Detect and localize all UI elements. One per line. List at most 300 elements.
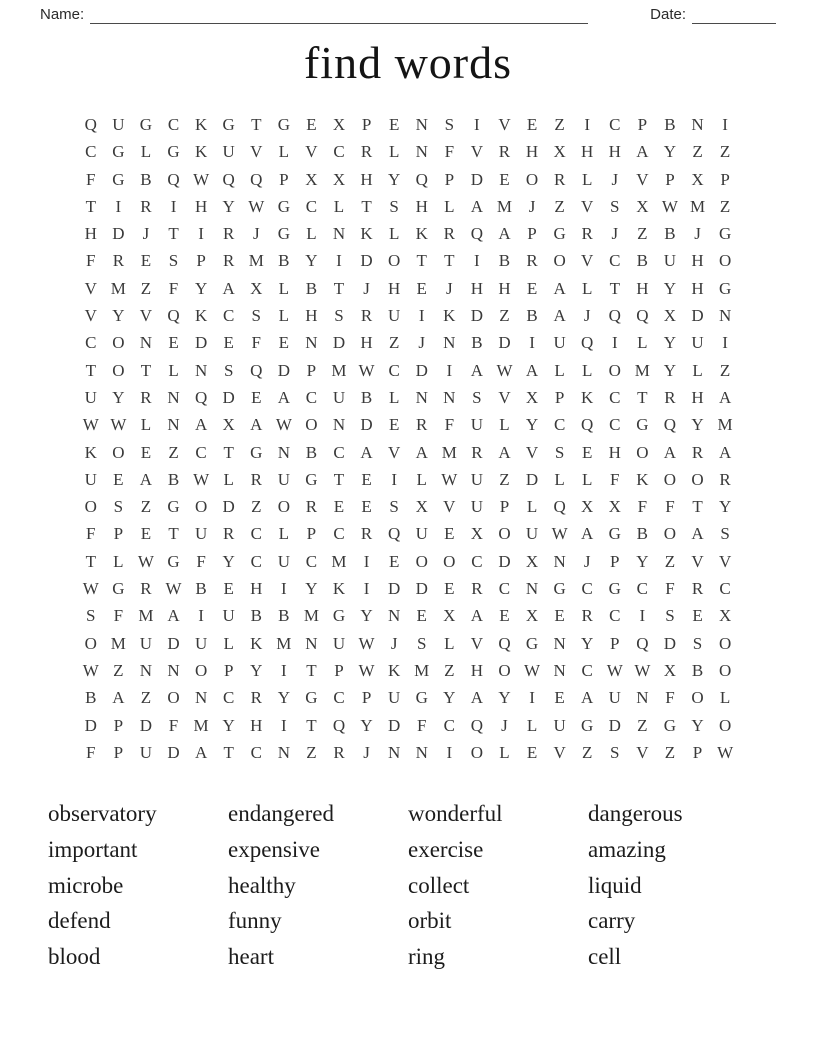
grid-letter: O	[194, 497, 208, 517]
grid-letter: Q	[608, 306, 621, 326]
grid-letter: C	[305, 551, 318, 571]
grid-letter: X	[718, 606, 732, 626]
grid-letter: Y	[498, 688, 511, 708]
grid-letter: T	[168, 524, 179, 544]
word-list-column	[588, 796, 768, 975]
grid-letter: E	[526, 115, 538, 134]
grid-row	[77, 657, 739, 684]
grid-letter: A	[167, 606, 180, 626]
grid-letter: P	[361, 688, 372, 708]
grid-letter: K	[250, 633, 263, 653]
grid-letter: F	[416, 715, 427, 735]
grid-letter: V	[388, 442, 401, 462]
grid-letter: E	[526, 278, 538, 298]
grid-letter: V	[139, 306, 153, 326]
grid-letter: O	[636, 442, 649, 462]
grid-letter: Q	[167, 169, 180, 189]
grid-letter: R	[498, 142, 511, 162]
grid-letter: Y	[360, 715, 373, 735]
grid-letter: V	[84, 278, 97, 298]
grid-letter: C	[195, 442, 207, 462]
grid-letter: Q	[84, 115, 97, 134]
grid-letter: E	[388, 115, 400, 134]
grid-letter: O	[663, 524, 677, 544]
grid-letter: C	[333, 524, 345, 544]
grid-letter: P	[610, 633, 620, 653]
grid-letter: B	[664, 115, 676, 134]
word-item: important	[48, 836, 138, 862]
grid-letter: U	[277, 469, 290, 489]
grid-row	[77, 602, 739, 629]
grid-letter: I	[198, 606, 204, 626]
grid-letter: H	[388, 278, 401, 298]
grid-letter: M	[331, 551, 347, 571]
grid-letter: S	[113, 497, 124, 517]
grid-letter: P	[499, 497, 510, 517]
grid-letter: Y	[691, 715, 704, 735]
grid-letter: U	[691, 333, 704, 353]
grid-letter: W	[524, 660, 541, 680]
grid-letter: N	[415, 115, 428, 134]
grid-letter: G	[663, 715, 677, 735]
grid-letter: W	[358, 360, 375, 380]
grid-letter: P	[444, 169, 455, 189]
grid-letter: R	[471, 442, 483, 462]
grid-letter: I	[446, 742, 453, 762]
grid-letter: O	[525, 169, 539, 189]
grid-letter: D	[608, 715, 621, 735]
grid-letter: M	[110, 278, 126, 298]
grid-letter: S	[334, 306, 344, 326]
grid-letter: F	[444, 415, 455, 435]
date-field	[650, 6, 776, 24]
grid-letter: E	[416, 606, 427, 626]
grid-letter: Q	[636, 306, 649, 326]
grid-letter: U	[139, 742, 153, 762]
grid-letter: N	[194, 688, 208, 708]
grid-row	[77, 520, 739, 547]
grid-letter: S	[720, 524, 730, 544]
grid-row	[77, 357, 739, 384]
grid-letter: E	[361, 497, 372, 517]
grid-letter: X	[525, 551, 539, 571]
grid-letter: T	[333, 469, 345, 489]
grid-letter: Q	[250, 360, 263, 380]
grid-letter: M	[331, 360, 347, 380]
grid-letter: E	[554, 688, 565, 708]
grid-letter: L	[278, 142, 290, 162]
grid-letter: R	[250, 469, 262, 489]
word-item: orbit	[408, 908, 452, 934]
grid-letter: N	[553, 551, 566, 571]
grid-letter: H	[691, 278, 704, 298]
grid-row	[77, 575, 739, 602]
grid-letter: U	[84, 469, 97, 489]
grid-letter: N	[718, 306, 732, 326]
grid-letter: X	[691, 169, 704, 189]
grid-letter: A	[581, 524, 594, 544]
grid-letter: F	[86, 524, 96, 544]
grid-letter: A	[636, 142, 649, 162]
grid-letter: Z	[388, 333, 400, 353]
grid-letter: X	[636, 196, 649, 216]
word-item: microbe	[48, 872, 124, 898]
grid-letter: B	[526, 306, 538, 326]
grid-letter: B	[498, 251, 511, 271]
grid-letter: E	[692, 606, 703, 626]
grid-letter: U	[388, 688, 401, 708]
grid-letter: J	[611, 169, 619, 189]
grid-letter: O	[415, 551, 428, 571]
grid-letter: A	[139, 469, 153, 489]
grid-letter: V	[84, 306, 97, 326]
grid-letter: O	[443, 551, 456, 571]
grid-letter: O	[498, 660, 511, 680]
grid-letter: E	[388, 415, 400, 435]
word-item: amazing	[588, 836, 666, 862]
grid-letter: L	[223, 469, 234, 489]
grid-letter: S	[554, 442, 565, 462]
grid-letter: Y	[360, 606, 373, 626]
grid-letter: Y	[277, 688, 290, 708]
grid-letter: T	[85, 360, 96, 380]
grid-letter: G	[139, 115, 153, 134]
grid-letter: Z	[719, 142, 731, 162]
grid-letter: X	[525, 606, 539, 626]
grid-row	[77, 739, 739, 766]
grid-letter: Z	[499, 306, 510, 326]
grid-letter: O	[305, 415, 318, 435]
grid-letter: T	[609, 278, 620, 298]
grid-letter: R	[691, 579, 704, 599]
grid-letter: N	[388, 742, 401, 762]
grid-letter: O	[112, 333, 125, 353]
grid-letter: G	[250, 442, 263, 462]
grid-letter: X	[443, 606, 456, 626]
grid-letter: S	[389, 196, 399, 216]
grid-letter: E	[388, 551, 400, 571]
grid-letter: Q	[581, 415, 594, 435]
grid-letter: E	[526, 742, 538, 762]
grid-letter: H	[608, 442, 621, 462]
grid-letter: R	[305, 497, 318, 517]
grid-letter: U	[553, 333, 566, 353]
grid-letter: L	[526, 715, 538, 735]
grid-letter: L	[582, 360, 593, 380]
grid-letter: L	[692, 360, 703, 380]
grid-letter: F	[251, 333, 261, 353]
grid-letter: W	[193, 169, 210, 189]
grid-letter: W	[193, 469, 210, 489]
grid-letter: K	[636, 469, 649, 489]
grid-letter: B	[305, 278, 318, 298]
grid-letter: T	[306, 715, 317, 735]
grid-letter: Q	[222, 169, 235, 189]
grid-letter: A	[360, 442, 373, 462]
grid-letter: B	[85, 688, 97, 708]
grid-letter: P	[306, 360, 317, 380]
word-search-grid	[77, 111, 739, 766]
grid-letter: H	[581, 142, 594, 162]
grid-letter: Y	[222, 196, 235, 216]
grid-letter: A	[663, 442, 677, 462]
grid-letter: Q	[388, 524, 401, 544]
word-list-column	[228, 796, 408, 975]
grid-letter: D	[139, 715, 153, 735]
grid-letter: W	[110, 415, 127, 435]
grid-letter: D	[470, 169, 484, 189]
grid-letter: P	[692, 742, 703, 762]
grid-letter: A	[277, 387, 290, 407]
grid-letter: T	[637, 387, 648, 407]
grid-letter: S	[416, 633, 427, 653]
grid-letter: V	[250, 142, 263, 162]
grid-letter: N	[553, 660, 566, 680]
grid-letter: Y	[691, 415, 704, 435]
grid-letter: J	[363, 742, 370, 762]
grid-letter: L	[333, 196, 345, 216]
grid-letter: J	[694, 224, 701, 244]
word-item: liquid	[588, 872, 642, 898]
grid-letter: G	[277, 224, 290, 244]
grid-letter: E	[499, 169, 510, 189]
grid-letter: D	[498, 333, 511, 353]
grid-letter: M	[110, 633, 126, 653]
grid-letter: S	[692, 633, 703, 653]
grid-letter: G	[608, 524, 621, 544]
grid-letter: Y	[663, 360, 677, 380]
grid-letter: C	[250, 551, 262, 571]
grid-letter: G	[636, 415, 649, 435]
grid-letter: F	[444, 142, 455, 162]
grid-letter: G	[305, 688, 318, 708]
grid-letter: Y	[222, 551, 235, 571]
grid-letter: O	[112, 360, 125, 380]
grid-letter: L	[444, 633, 455, 653]
grid-letter: A	[415, 442, 428, 462]
grid-letter: Z	[168, 442, 179, 462]
grid-letter: N	[553, 633, 566, 653]
grid-letter: N	[305, 633, 318, 653]
grid-letter: G	[222, 115, 235, 134]
grid-letter: Z	[664, 742, 676, 762]
grid-letter: Z	[554, 115, 565, 134]
grid-letter: K	[194, 142, 208, 162]
grid-letter: I	[722, 333, 728, 353]
grid-letter: F	[665, 688, 675, 708]
grid-row	[77, 275, 739, 302]
grid-letter: M	[303, 606, 319, 626]
grid-letter: C	[333, 442, 345, 462]
grid-letter: B	[305, 442, 318, 462]
grid-letter: L	[719, 688, 731, 708]
grid-letter: F	[168, 715, 179, 735]
grid-letter: I	[474, 115, 480, 134]
grid-letter: C	[581, 660, 593, 680]
grid-letter: I	[170, 196, 177, 216]
grid-letter: N	[167, 415, 180, 435]
grid-letter: O	[498, 524, 511, 544]
date-blank-line	[692, 10, 776, 24]
grid-letter: U	[84, 387, 97, 407]
grid-letter: U	[388, 306, 401, 326]
grid-row	[77, 712, 739, 739]
grid-letter: M	[496, 196, 513, 216]
grid-letter: F	[196, 551, 206, 571]
grid-letter: T	[251, 115, 262, 134]
grid-letter: P	[554, 387, 565, 407]
grid-letter: V	[718, 551, 732, 571]
grid-letter: W	[661, 196, 678, 216]
grid-letter: G	[718, 224, 732, 244]
word-item: blood	[48, 943, 101, 969]
grid-letter: Z	[719, 196, 731, 216]
grid-letter: Z	[554, 196, 565, 216]
grid-letter: W	[82, 660, 99, 680]
grid-letter: P	[113, 715, 124, 735]
grid-letter: S	[610, 196, 620, 216]
grid-letter: O	[718, 633, 732, 653]
grid-letter: I	[584, 115, 591, 134]
grid-letter: H	[498, 278, 511, 298]
grid-letter: Y	[222, 715, 235, 735]
grid-letter: U	[277, 551, 290, 571]
grid-letter: C	[609, 115, 621, 134]
grid-letter: G	[415, 688, 428, 708]
grid-letter: I	[115, 196, 122, 216]
grid-letter: D	[525, 469, 539, 489]
grid-letter: N	[139, 660, 153, 680]
name-blank-line	[90, 10, 588, 24]
grid-letter: L	[582, 469, 593, 489]
grid-letter: D	[415, 579, 428, 599]
grid-letter: P	[113, 524, 124, 544]
grid-letter: U	[222, 606, 235, 626]
grid-letter: O	[470, 742, 484, 762]
grid-letter: H	[691, 251, 704, 271]
grid-letter: L	[637, 333, 648, 353]
grid-letter: R	[664, 387, 676, 407]
word-item: dangerous	[588, 801, 683, 827]
grid-letter: I	[281, 715, 287, 735]
grid-letter: D	[167, 633, 180, 653]
grid-letter: R	[471, 579, 483, 599]
grid-letter: M	[634, 360, 650, 380]
page-title: find words	[303, 37, 513, 88]
grid-letter: Y	[305, 579, 318, 599]
grid-letter: R	[140, 196, 152, 216]
grid-letter: R	[526, 251, 538, 271]
grid-letter: L	[388, 142, 400, 162]
grid-row	[77, 302, 739, 329]
grid-letter: Z	[306, 742, 317, 762]
grid-letter: Y	[663, 278, 677, 298]
grid-letter: U	[470, 469, 484, 489]
grid-letter: P	[113, 742, 124, 762]
grid-letter: N	[636, 688, 649, 708]
grid-letter: C	[167, 115, 180, 134]
grid-letter: O	[718, 715, 732, 735]
grid-letter: M	[248, 251, 264, 271]
grid-letter: E	[223, 333, 234, 353]
grid-letter: I	[722, 115, 728, 134]
grid-letter: S	[472, 387, 482, 407]
grid-letter: E	[278, 333, 290, 353]
grid-letter: J	[252, 224, 260, 244]
grid-letter: R	[581, 606, 593, 626]
grid-letter: O	[691, 469, 704, 489]
word-item: expensive	[228, 836, 320, 862]
grid-letter: T	[223, 442, 234, 462]
grid-letter: W	[441, 469, 458, 489]
grid-letter: R	[223, 251, 235, 271]
grid-letter: E	[582, 442, 593, 462]
grid-letter: D	[222, 387, 235, 407]
grid-letter: H	[305, 306, 318, 326]
grid-letter: U	[194, 633, 208, 653]
grid-letter: N	[332, 224, 346, 244]
grid-letter: R	[581, 224, 593, 244]
grid-letter: Z	[444, 660, 455, 680]
grid-letter: A	[553, 306, 566, 326]
grid-letter: K	[194, 306, 208, 326]
grid-letter: G	[167, 551, 180, 571]
grid-letter: J	[528, 196, 536, 216]
grid-letter: Z	[637, 224, 648, 244]
date-label: Date:	[650, 6, 686, 23]
grid-letter: W	[358, 633, 375, 653]
grid-letter: A	[498, 442, 511, 462]
grid-letter: P	[334, 660, 344, 680]
grid-letter: D	[691, 306, 704, 326]
grid-letter: C	[609, 387, 621, 407]
grid-letter: P	[665, 169, 675, 189]
grid-letter: N	[277, 742, 290, 762]
grid-letter: G	[112, 579, 125, 599]
grid-letter: H	[608, 142, 621, 162]
grid-letter: M	[138, 606, 154, 626]
grid-letter: Q	[332, 715, 346, 735]
grid-letter: I	[639, 606, 646, 626]
grid-letter: U	[332, 633, 346, 653]
grid-letter: N	[139, 333, 153, 353]
grid-row	[77, 329, 739, 356]
grid-letter: N	[332, 415, 346, 435]
grid-letter: V	[525, 442, 539, 462]
grid-letter: T	[306, 660, 317, 680]
grid-letter: L	[278, 278, 290, 298]
grid-letter: T	[692, 497, 703, 517]
grid-letter: E	[499, 606, 510, 626]
grid-letter: G	[277, 196, 290, 216]
grid-letter: N	[305, 333, 318, 353]
grid-letter: U	[525, 524, 539, 544]
grid-letter: R	[416, 415, 428, 435]
grid-letter: P	[610, 551, 620, 571]
name-field	[40, 6, 588, 24]
grid-letter: J	[142, 224, 150, 244]
grid-letter: F	[665, 579, 675, 599]
grid-letter: C	[250, 742, 262, 762]
grid-letter: A	[498, 224, 511, 244]
word-item: funny	[228, 908, 282, 934]
grid-letter: H	[84, 224, 97, 244]
grid-letter: G	[553, 224, 566, 244]
grid-letter: C	[719, 579, 731, 599]
grid-letter: U	[608, 688, 621, 708]
grid-letter: I	[446, 360, 453, 380]
word-item: endangered	[228, 801, 334, 827]
